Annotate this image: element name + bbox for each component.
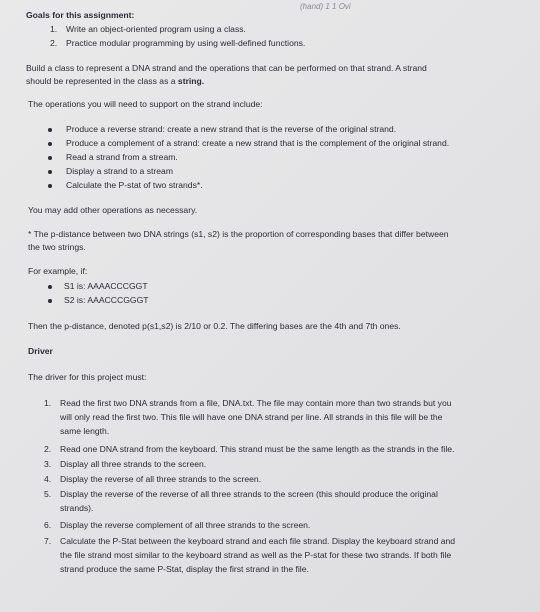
driver-intro: The driver for this project must: [28, 372, 147, 382]
intro-emphasis: string. [177, 76, 205, 86]
driver-item-line: strands). [60, 503, 94, 513]
intro-annotated-word: a [124, 63, 130, 73]
driver-item-line: Display the reverse of the reverse of all three strands to the screen (this should produce the original [60, 489, 438, 499]
goal-number: 1. [50, 24, 58, 34]
goal-item: Practice modular programming by using well-defined functions. [66, 38, 306, 48]
intro-text: Build a class to represent [26, 63, 125, 73]
driver-item-line: will only read the first two. This file will have one DNA strand per line. All strands in this file will be the [60, 412, 443, 422]
example-item: S1 is: AAAACCCGGT [64, 281, 148, 291]
p-distance-note: the two strings. [28, 242, 86, 252]
operation-item: Read a strand from a stream. [66, 152, 178, 162]
goal-item: Write an object-oriented program using a class. [66, 24, 246, 34]
intro-text: should be represented in the class as a [26, 76, 178, 86]
driver-item-number: 5. [44, 489, 52, 499]
driver-item-number: 6. [44, 520, 52, 530]
driver-item-line: Calculate the P-Stat between the keyboard strand and each file strand. Display the keyboard strand and [60, 536, 456, 546]
operation-item: Produce a reverse strand: create a new strand that is the reverse of the original strand. [66, 124, 397, 134]
driver-item-line: Read one DNA strand from the keyboard. This strand must be the same length as the strands in the file. [60, 444, 455, 454]
p-distance-note: * The p-distance between two DNA strings (s1, s2) is the proportion of corresponding bases that differ between [28, 229, 449, 239]
p-distance-result: Then the p-distance, denoted p(s1,s2) is 2/10 or 0.2. The differing bases are the 4th and 7th ones. [28, 321, 401, 331]
driver-item-number: 1. [44, 398, 52, 408]
operation-item: Calculate the P-stat of two strands*. [66, 180, 203, 190]
driver-item-line: Display the reverse complement of all three strands to the screen. [60, 520, 311, 530]
goal-number: 2. [50, 38, 58, 48]
goals-title: Goals for this assignment: [26, 10, 135, 20]
driver-item-number: 3. [44, 459, 52, 469]
driver-item-line: Display the reverse of all three strands to the screen. [60, 474, 262, 484]
driver-item-line: strand produce the same P-Stat, display the first strand in the file. [60, 564, 309, 574]
operation-item: Produce a complement of a strand: create a new strand that is the complement of the original strand. [66, 138, 450, 148]
bullet-dot [48, 128, 52, 132]
intro-line-2 [26, 76, 204, 88]
driver-item-line: Display all three strands to the screen. [60, 459, 207, 469]
bullet-dot [48, 156, 52, 160]
example-item: S2 is: AAACCCGGGT [64, 295, 149, 305]
may-add-note: You may add other operations as necessary. [28, 205, 198, 215]
bullet-dot [48, 184, 52, 188]
driver-item-line: same length. [60, 426, 110, 436]
driver-item-number: 7. [44, 536, 52, 546]
intro-text: DNA strand and the operations that can be performed on that strand. A strand [129, 63, 427, 73]
driver-item-number: 2. [44, 444, 52, 454]
header-scribble: (hand) 1 1 Ovi [300, 2, 351, 11]
bullet-dot [48, 299, 52, 303]
bullet-dot [48, 170, 52, 174]
driver-item-line: the file strand most similar to the keyboard strand as well as the P-stat for these two strands. If both file [60, 550, 452, 560]
operation-item: Display a strand to a stream [66, 166, 173, 176]
operations-title: The operations you will need to support on the strand include: [28, 99, 263, 109]
example-title: For example, if: [28, 266, 88, 276]
bullet-dot [48, 285, 52, 289]
intro-line-1 [26, 63, 427, 75]
bullet-dot [48, 142, 52, 146]
driver-item-line: Read the first two DNA strands from a file, DNA.txt. The file may contain more than two strands but you [60, 398, 452, 408]
driver-title: Driver [28, 346, 53, 356]
driver-item-number: 4. [44, 474, 52, 484]
